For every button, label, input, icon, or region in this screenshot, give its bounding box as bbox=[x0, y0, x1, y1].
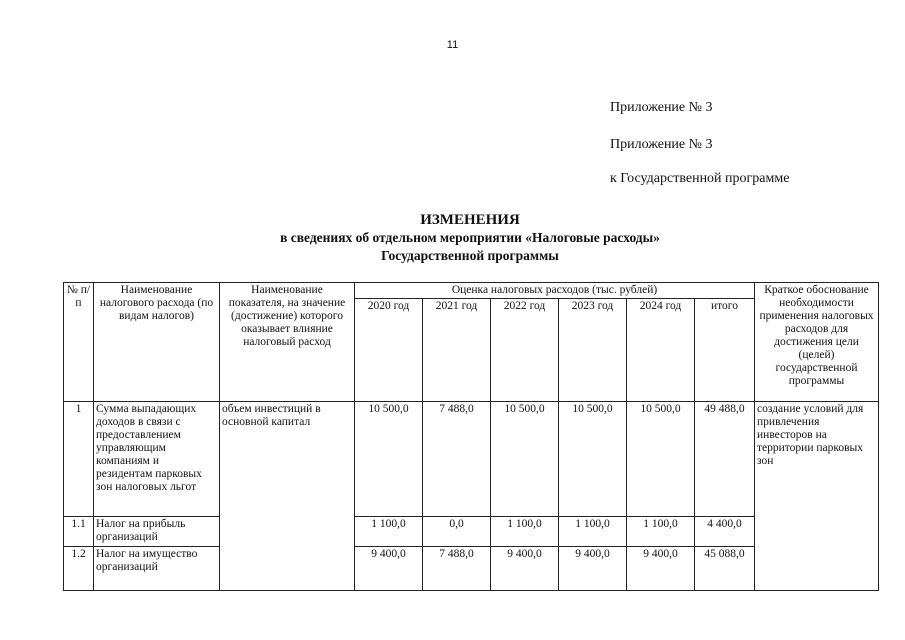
annex-line-1: Приложение № 3 bbox=[610, 100, 713, 115]
row-num: 1 bbox=[64, 402, 94, 517]
tax-expenditure-table bbox=[63, 282, 879, 591]
row-value-total: 49 488,0 bbox=[695, 402, 755, 517]
row-indicator: объем инвестиций в основной капитал bbox=[220, 402, 355, 591]
header-estimate: Оценка налоговых расходов (тыс. рублей) bbox=[355, 283, 755, 299]
row-value-2020: 10 500,0 bbox=[355, 402, 423, 517]
header-year-2023: 2023 год bbox=[559, 299, 627, 402]
header-num: № п/п bbox=[64, 283, 94, 402]
header-total: итого bbox=[695, 299, 755, 402]
row-value-2021: 0,0 bbox=[423, 517, 491, 547]
row-value-2023: 9 400,0 bbox=[559, 547, 627, 591]
row-tax-name: Налог на имущество организаций bbox=[94, 547, 220, 591]
row-value-2024: 1 100,0 bbox=[627, 517, 695, 547]
header-year-2020: 2020 год bbox=[355, 299, 423, 402]
row-value-2020: 1 100,0 bbox=[355, 517, 423, 547]
header-year-2021: 2021 год bbox=[423, 299, 491, 402]
row-value-2022: 9 400,0 bbox=[491, 547, 559, 591]
row-value-total: 45 088,0 bbox=[695, 547, 755, 591]
header-tax-name: Наименование налогового расхода (по видам налогов) bbox=[94, 283, 220, 402]
row-tax-name: Налог на прибыль организаций bbox=[94, 517, 220, 547]
annex-line-2: Приложение № 3 bbox=[610, 137, 713, 152]
annex-line-3: к Государственной программе bbox=[610, 171, 790, 186]
row-value-2024: 9 400,0 bbox=[627, 547, 695, 591]
row-value-2023: 1 100,0 bbox=[559, 517, 627, 547]
document-subtitle: в сведениях об отдельном мероприятии «Налоговые расходы» bbox=[280, 230, 660, 245]
row-value-2022: 10 500,0 bbox=[491, 402, 559, 517]
row-value-2024: 10 500,0 bbox=[627, 402, 695, 517]
row-justification: создание условий для привлечения инвесторов на территории парковых зон bbox=[755, 402, 879, 591]
header-justification: Краткое обоснование необходимости применения налоговых расходов для достижения цели (целей) государственной программы bbox=[755, 283, 879, 402]
header-year-2024: 2024 год bbox=[627, 299, 695, 402]
row-value-2021: 7 488,0 bbox=[423, 402, 491, 517]
header-year-2022: 2022 год bbox=[491, 299, 559, 402]
header-indicator: Наименование показателя, на значение (достижение) которого оказывает влияние налоговый расход bbox=[220, 283, 355, 402]
row-num: 1.1 bbox=[64, 517, 94, 547]
document-title: ИЗМЕНЕНИЯ bbox=[420, 212, 520, 228]
page-number: 11 bbox=[446, 39, 459, 51]
row-value-2020: 9 400,0 bbox=[355, 547, 423, 591]
row-tax-name: Сумма выпадающих доходов в связи с предоставлением управляющим компаниям и резидентам парковых зон налоговых льгот bbox=[94, 402, 220, 517]
row-num: 1.2 bbox=[64, 547, 94, 591]
row-value-2022: 1 100,0 bbox=[491, 517, 559, 547]
row-value-total: 4 400,0 bbox=[695, 517, 755, 547]
row-value-2023: 10 500,0 bbox=[559, 402, 627, 517]
table-row bbox=[64, 402, 879, 517]
row-value-2021: 7 488,0 bbox=[423, 547, 491, 591]
document-subtitle-2: Государственной программы bbox=[381, 248, 559, 263]
